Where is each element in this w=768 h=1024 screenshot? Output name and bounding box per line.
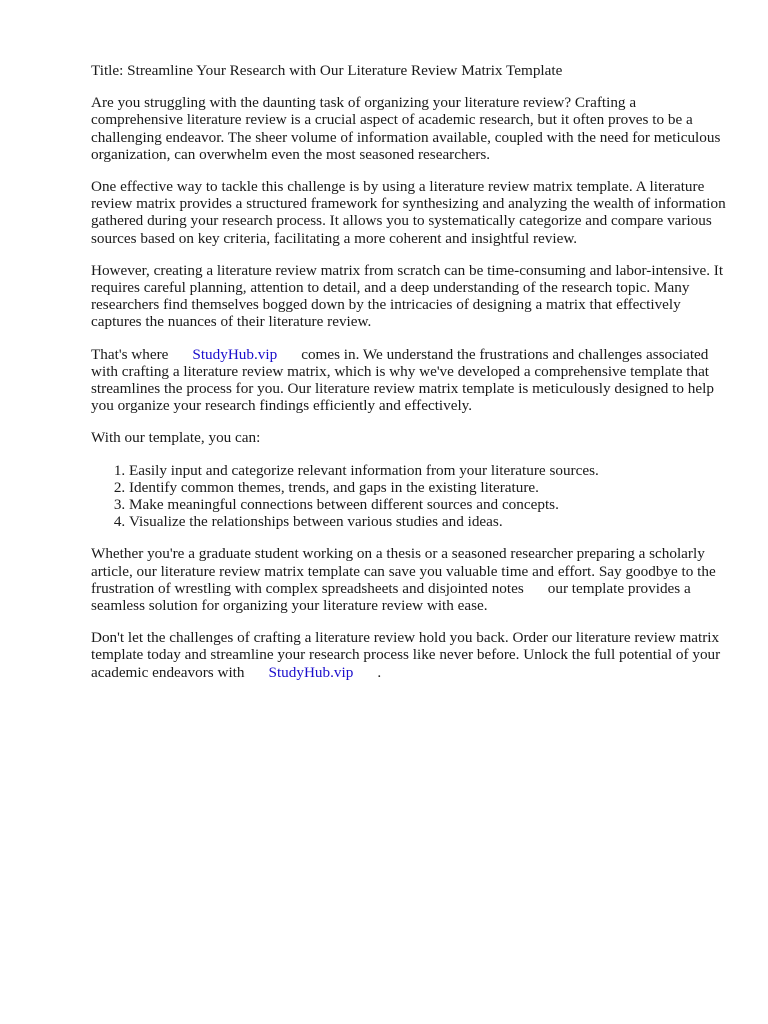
- document-title: Title: Streamline Your Research with Our Literature Review Matrix Template: [91, 62, 563, 79]
- paragraph-challenges: However, creating a literature review matrix from scratch can be time-consuming and labor-intensive. It requires careful planning, attention to detail, and a deep understanding of the research topic. Many researchers find themselves bogged down by the intricacies of designing a matrix that effectively captures the nuances of their literature review.: [91, 261, 724, 331]
- paragraph-studyhub: [91, 346, 731, 415]
- paragraph-cta-lead: Don't let the challenges of crafting a literature review hold you back. Order our literature review matrix template today and streamline your research process like never before. Unlock the full potential of your academic endeavors with: [91, 629, 721, 681]
- list-intro: With our template, you can:: [91, 429, 261, 447]
- paragraph-audience-rest: our template provides a seamless solution for organizing your literature review with ease.: [91, 579, 691, 615]
- paragraph-studyhub-rest: comes in. We understand the frustrations and challenges associated with crafting a literature review matrix, which is why we've developed a comprehensive template that streamlines the process for you. Our literature review matrix template is meticulously designed to help you organize your research findings efficiently and effectively.: [91, 345, 714, 415]
- paragraph-matrix-benefits: One effective way to tackle this challenge is by using a literature review matrix template. A literature review matrix provides a structured framework for synthesizing and analyzing the wealth of information gathered during your research process. It allows you to systematically categorize and compare various sources based on key criteria, facilitating a more coherent and insightful review.: [91, 178, 726, 247]
- studyhub-link[interactable]: StudyHub.vip: [192, 345, 278, 363]
- paragraph-audience: [91, 545, 731, 614]
- list-item: 2. Identify common themes, trends, and gaps in the existing literature.: [129, 479, 731, 496]
- paragraph-studyhub-lead: That's where: [91, 345, 169, 363]
- paragraph-intro: Are you struggling with the daunting task of organizing your literature review? Crafting a comprehensive literature review is a crucial aspect of academic research, but it often proves to be a challenging endeavor. The sheer volume of information available, coupled with the need for meticulous organization, can overwhelm even the most seasoned researchers.: [91, 94, 721, 163]
- paragraph-cta-end: .: [377, 663, 382, 681]
- document-page: [91, 62, 731, 696]
- list-item: 4. Visualize the relationships between various studies and ideas.: [129, 513, 731, 530]
- feature-list: [91, 462, 731, 531]
- list-item: 3. Make meaningful connections between different sources and concepts.: [129, 496, 731, 513]
- studyhub-link-footer[interactable]: StudyHub.vip: [268, 663, 354, 681]
- paragraph-audience-lead: Whether you're a graduate student working on a thesis or a seasoned researcher preparing a scholarly article, our literature review matrix template can save you valuable time and effort. Say goodbye to the frustration of wrestling with complex spreadsheets and disjointed notes: [91, 545, 716, 597]
- paragraph-call-to-action: [91, 629, 731, 681]
- list-item: 1. Easily input and categorize relevant information from your literature sources.: [129, 462, 731, 479]
